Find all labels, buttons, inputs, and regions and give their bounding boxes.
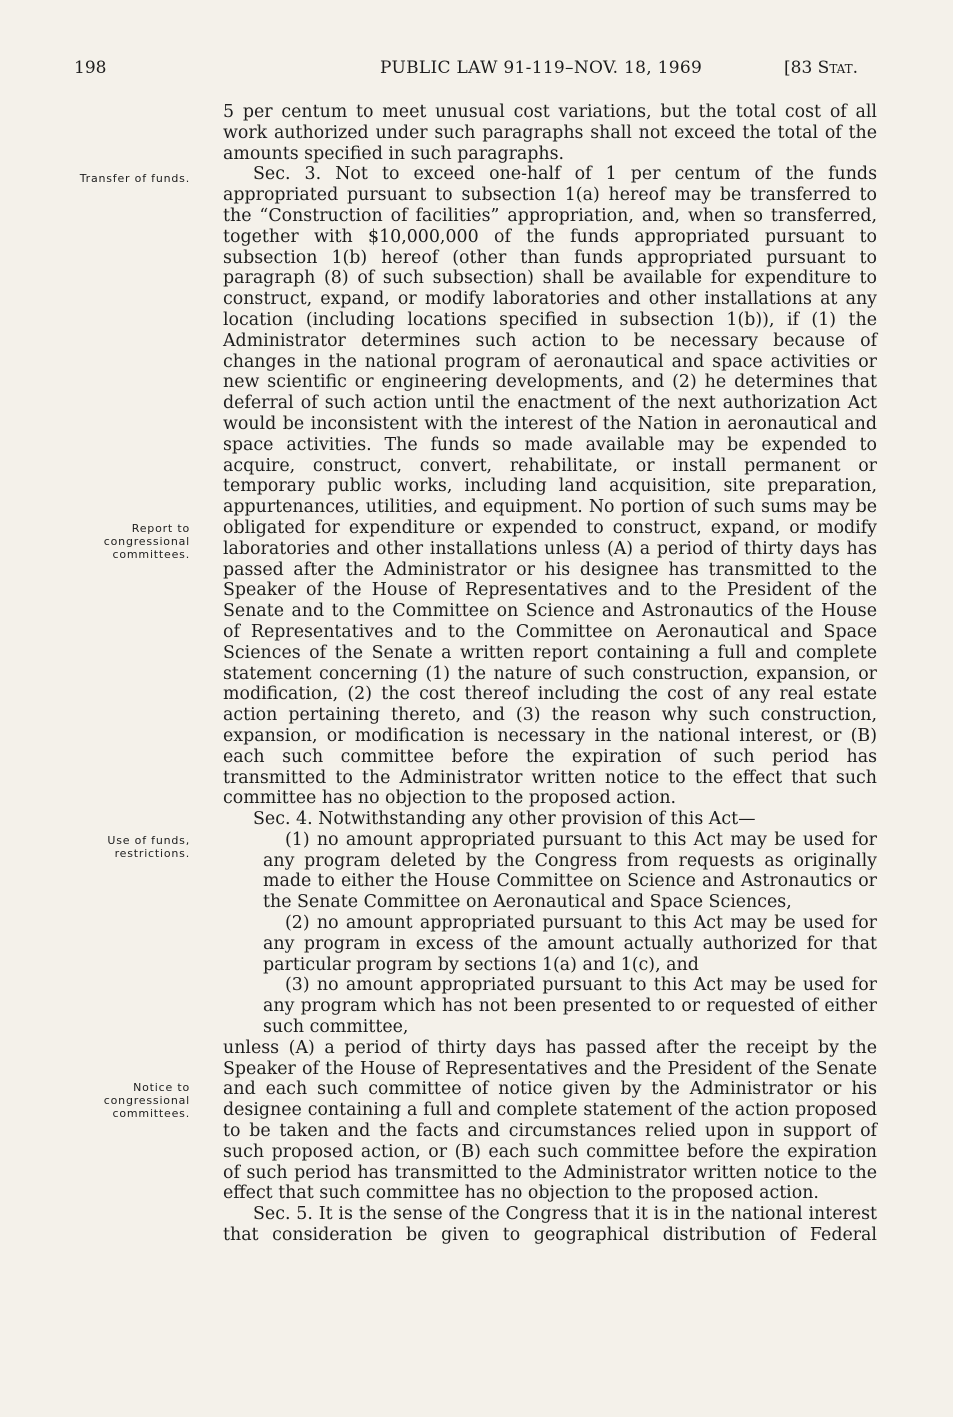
- paragraph-continued: 5 per centum to meet unusual cost variations, but the total cost of all work authorized under such paragraphs shall not exceed the total of the amounts specified in such paragraphs.: [223, 102, 877, 164]
- section-4-intro: Sec. 4. Notwithstanding any other provision of this Act—: [253, 809, 756, 830]
- section-5: Sec. 5. It is the sense of the Congress that it is in the national interest that consideration be given to geographical distribution of Federal: [223, 1204, 877, 1246]
- margin-note-use-of-funds: Use of funds, restrictions.: [107, 834, 190, 860]
- section-4-item-3: (3) no amount appropriated pursuant to this Act may be used for any program which has not been presented to or requested of either such committee,: [263, 975, 877, 1038]
- section-4-item-1: (1) no amount appropriated pursuant to this Act may be used for any program deleted by the Congress from requests as originally made to either the House Committee on Science and Astronautics or the Senate Committee on Aeronautical and Space Sciences,: [263, 829, 877, 913]
- margin-note-notice-to-committees: Notice to congressional committees.: [103, 1081, 190, 1120]
- statute-citation: [83 Stat.: [784, 58, 859, 78]
- margin-note-transfer-of-funds: Transfer of funds.: [79, 172, 190, 185]
- page-header: [0, 58, 953, 84]
- margin-note-report-to-committees: Report to congressional committees.: [103, 522, 190, 561]
- section-3: Sec. 3. Not to exceed one-half of 1 per centum of the funds appropriated pursuant to subsection 1(a) hereof may be transferred to the “Construction of facilities” appropriation, and, when so transferred, together with $10,000,000 of the funds appropriated pursuant to subsection 1(b) hereof (other than funds appropriated pursuant to paragraph (8) of such subsection) shall be available for expenditure to construct, expand, or modify laboratories and other installations at any location (including locations specified in subsection 1(b)), if (1) the Administrator determines such action to be necessary because of changes in the national program of aeronautical and space activities or new scientific or engineering developments, and (2) he determines that deferral of such action until the enactment of the next authorization Act would be inconsistent with the interest of the Nation in aeronautical and space activities. The funds so made available may be expended to acquire, construct, convert, rehabilitate, or install permanent or temporary public works, including land acquisition, site preparation, appurtenances, utilities, and equipment. No portion of such sums may be obligated for expenditure or expended to construct, expand, or modify laboratories and other installations unless (A) a period of thirty days has passed after the Administrator or his designee has transmitted to the Speaker of the House of Representatives and to the President of the Senate and to the Committee on Science and Astronautics of the House of Representatives and to the Committee on Aeronautical and Space Sciences of the Senate a written report containing a full and complete statement concerning (1) the nature of such construction, expansion, or modification, (2) the cost thereof including the cost of any real estate action pertaining thereto, and (3) the reason why such construction, expansion, or modification is necessary in the national interest, or (B) each such committee before the expiration of such period has transmitted to the Administrator written notice to the effect that such committee has no objection to the proposed action.: [223, 164, 877, 809]
- running-head: PUBLIC LAW 91-119–NOV. 18, 1969: [380, 58, 703, 78]
- page-number: 198: [74, 58, 107, 78]
- body-text: [223, 102, 877, 1246]
- section-4-item-2: (2) no amount appropriated pursuant to this Act may be used for any program in excess of the amount actually authorized for that particular program by sections 1(a) and 1(c), and: [263, 913, 877, 975]
- section-4-conclusion: unless (A) a period of thirty days has passed after the receipt by the Speaker of the House of Representatives and the President of the Senate and each such committee of notice given by the Administrator or his designee containing a full and complete statement of the action proposed to be taken and the facts and circumstances relied upon in support of such proposed action, or (B) each such committee before the expiration of such period has transmitted to the Administrator written notice to the effect that such committee has no objection to the proposed action.: [223, 1037, 877, 1204]
